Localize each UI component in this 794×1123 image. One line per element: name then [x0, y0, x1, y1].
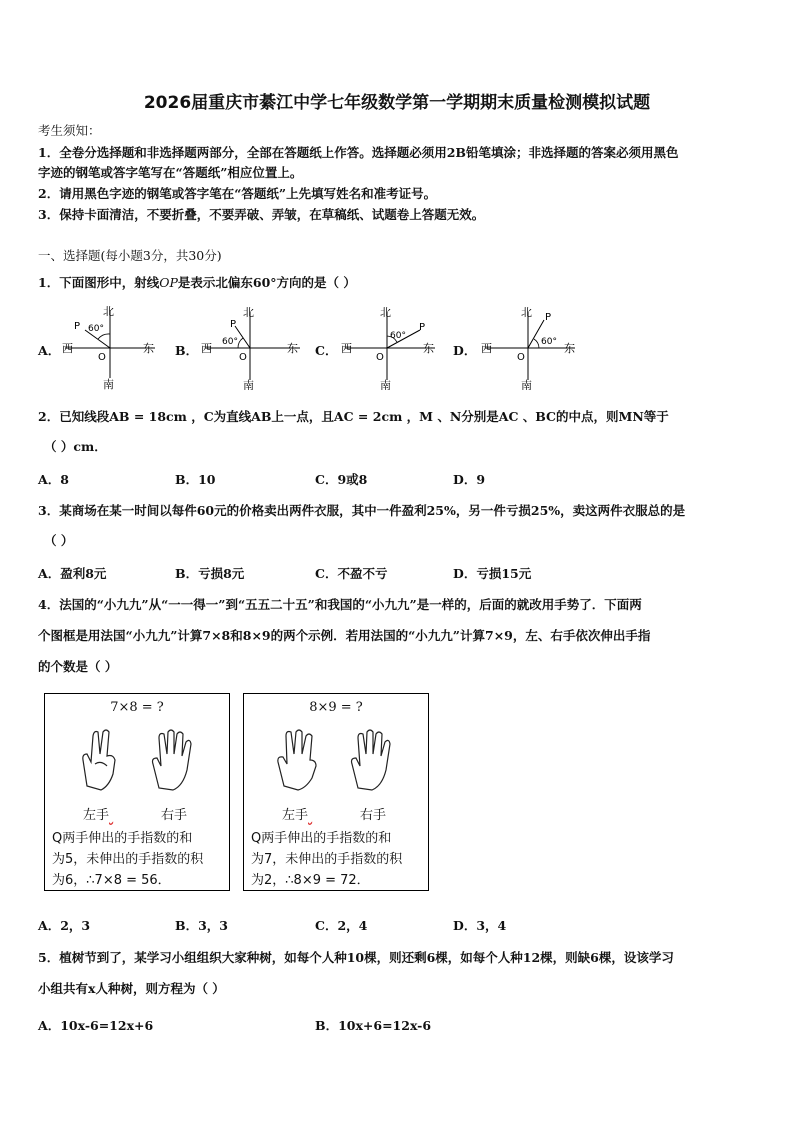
south-label: 南 — [380, 379, 391, 390]
p-label: P — [74, 321, 81, 332]
south-label: 南 — [103, 378, 114, 390]
south-label: 南 — [243, 379, 254, 390]
box2-equation: 8×9 = ? — [309, 700, 363, 715]
q3-option-d: D．亏损15元 — [453, 566, 532, 581]
origin-label: O — [376, 352, 384, 363]
right-hand-label: 右手 — [161, 808, 188, 823]
q2-option-a: A．8 — [38, 472, 69, 487]
north-label: 北 — [103, 305, 114, 318]
q4-option-a: A．2，3 — [38, 918, 91, 933]
q4-option-d: D．3，4 — [453, 918, 507, 933]
notice-item-1: 1．全卷分选择题和非选择题两部分，全部在答题纸上作答。选择题必须用2B铅笔填涂；非选择题的答案必须用黑色 — [38, 145, 679, 160]
hands-illustration — [272, 724, 402, 794]
q2-option-d: D．9 — [453, 472, 486, 487]
q5-option-a: A．10x-6=12x+6 — [38, 1018, 154, 1033]
q5-option-b: B．10x+6=12x-6 — [315, 1018, 432, 1033]
box2-line-1: Q两手伸出的手指数的和 — [251, 831, 392, 846]
left-hand-icon — [83, 730, 115, 790]
origin-label: O — [517, 352, 525, 363]
right-hand-icon — [153, 730, 192, 790]
left-hand-label: 左手 — [83, 808, 110, 823]
q1-stem — [38, 273, 356, 291]
notice-header: 考生须知： — [38, 123, 101, 138]
north-label: 北 — [380, 306, 391, 319]
q3-option-a: A．盈利8元 — [38, 566, 107, 581]
east-label: 东 — [564, 342, 575, 355]
angle-label: 60° — [222, 337, 238, 347]
box1-line-2: 为5，未伸出的手指数的积 — [52, 852, 204, 867]
left-hand-icon — [278, 730, 316, 790]
q1-option-c: C． — [315, 343, 338, 358]
west-label: 西 — [341, 342, 352, 355]
example-box-2 — [243, 693, 429, 891]
q2-stem-line1: 2．已知线段AB = 18cm ，C为直线AB上一点，且AC = 2cm ，M 、N分别是AC 、BC的中点，则MN等于 — [38, 409, 669, 424]
south-label: 南 — [521, 379, 532, 390]
west-label: 西 — [62, 342, 73, 355]
example-box-1 — [44, 693, 230, 891]
page-title: 2026届重庆市綦江中学七年级数学第一学期期末质量检测模拟试题 — [143, 93, 651, 113]
q5-stem-line1: 5．植树节到了，某学习小组组织大家种树，如每个人种10棵，则还剩6棵，如每个人种12棵，则缺6棵，设该学习 — [38, 950, 674, 965]
p-label: P — [419, 322, 426, 333]
p-label: P — [545, 312, 552, 323]
compass-diagram-d — [475, 300, 585, 390]
section-heading: 一、选择题(每小题3分，共30分) — [38, 248, 222, 263]
left-hand-label: 左手 — [282, 808, 309, 823]
notice-item-3: 3．保持卡面清洁，不要折叠，不要弄破、弄皱，在草稿纸、试题卷上答题无效。 — [38, 207, 485, 222]
q2-stem-line2: （ ）cm． — [44, 439, 107, 454]
angle-label: 60° — [88, 324, 104, 334]
notice-item-2: 2．请用黑色字迹的钢笔或答字笔在“答题纸”上先填写姓名和准考证号。 — [38, 186, 437, 201]
q1-option-d: D． — [453, 343, 477, 358]
right-hand-label: 右手 — [360, 808, 387, 823]
q4-stem-line3: 的个数是（ ） — [38, 659, 118, 674]
q5-stem-line2: 小组共有x人种树，则方程为（ ） — [38, 981, 225, 996]
origin-label: O — [98, 352, 106, 363]
q1-option-a: A． — [38, 343, 61, 358]
q1-stem-b: 是表示北偏东60°方向的是（ ） — [177, 275, 356, 290]
q4-option-c: C．2，4 — [315, 918, 368, 933]
p-label: P — [230, 319, 237, 330]
q4-option-b: B．3，3 — [175, 918, 228, 933]
q3-option-b: B．亏损8元 — [175, 566, 245, 581]
q1-stem-a: 1．下面图形中，射线 — [38, 275, 160, 290]
box2-line-3: 为2，∴8×9 = 72． — [251, 873, 370, 888]
right-hand-icon — [352, 730, 391, 790]
east-label: 东 — [287, 342, 298, 355]
hands-illustration — [73, 724, 203, 794]
compass-diagram-b — [195, 300, 310, 390]
compass-diagram-c — [335, 300, 445, 390]
north-label: 北 — [243, 306, 254, 319]
east-label: 东 — [143, 342, 154, 355]
origin-label: O — [239, 352, 247, 363]
q2-option-b: B．10 — [175, 472, 216, 487]
west-label: 西 — [201, 342, 212, 355]
east-label: 东 — [423, 342, 434, 355]
north-label: 北 — [521, 306, 532, 319]
compass-diagram-a — [55, 300, 165, 390]
angle-label: 60° — [390, 331, 406, 341]
q1-option-b: B． — [175, 343, 199, 358]
q3-option-c: C．不盈不亏 — [315, 566, 388, 581]
box1-line-3: 为6，∴7×8 = 56． — [52, 873, 171, 888]
q2-option-c: C．9或8 — [315, 472, 368, 487]
q1-var: OP — [159, 275, 178, 290]
box1-equation: 7×8 = ? — [110, 700, 164, 715]
q4-stem-line2: 个图框是用法国“小九九”计算7×8和8×9的两个示例．若用法国的“小九九”计算7×9，左、右手依次伸出手指 — [38, 628, 651, 643]
q4-stem-line1: 4．法国的“小九九”从“一一得一”到“五五二十五”和我国的“小九九”是一样的，后面的就改用手势了．下面两 — [38, 597, 642, 612]
box1-line-1: Q两手伸出的手指数的和 — [52, 831, 193, 846]
q3-stem-line2: （ ） — [44, 533, 74, 548]
box2-line-2: 为7，未伸出的手指数的积 — [251, 852, 403, 867]
angle-label: 60° — [541, 337, 557, 347]
west-label: 西 — [481, 342, 492, 355]
notice-item-1-cont: 字迹的钢笔或答字笔写在“答题纸”相应位置上。 — [38, 165, 303, 180]
q3-stem-line1: 3．某商场在某一时间以每件60元的价格卖出两件衣服，其中一件盈利25%，另一件亏损25%，卖这两件衣服总的是 — [38, 503, 686, 518]
